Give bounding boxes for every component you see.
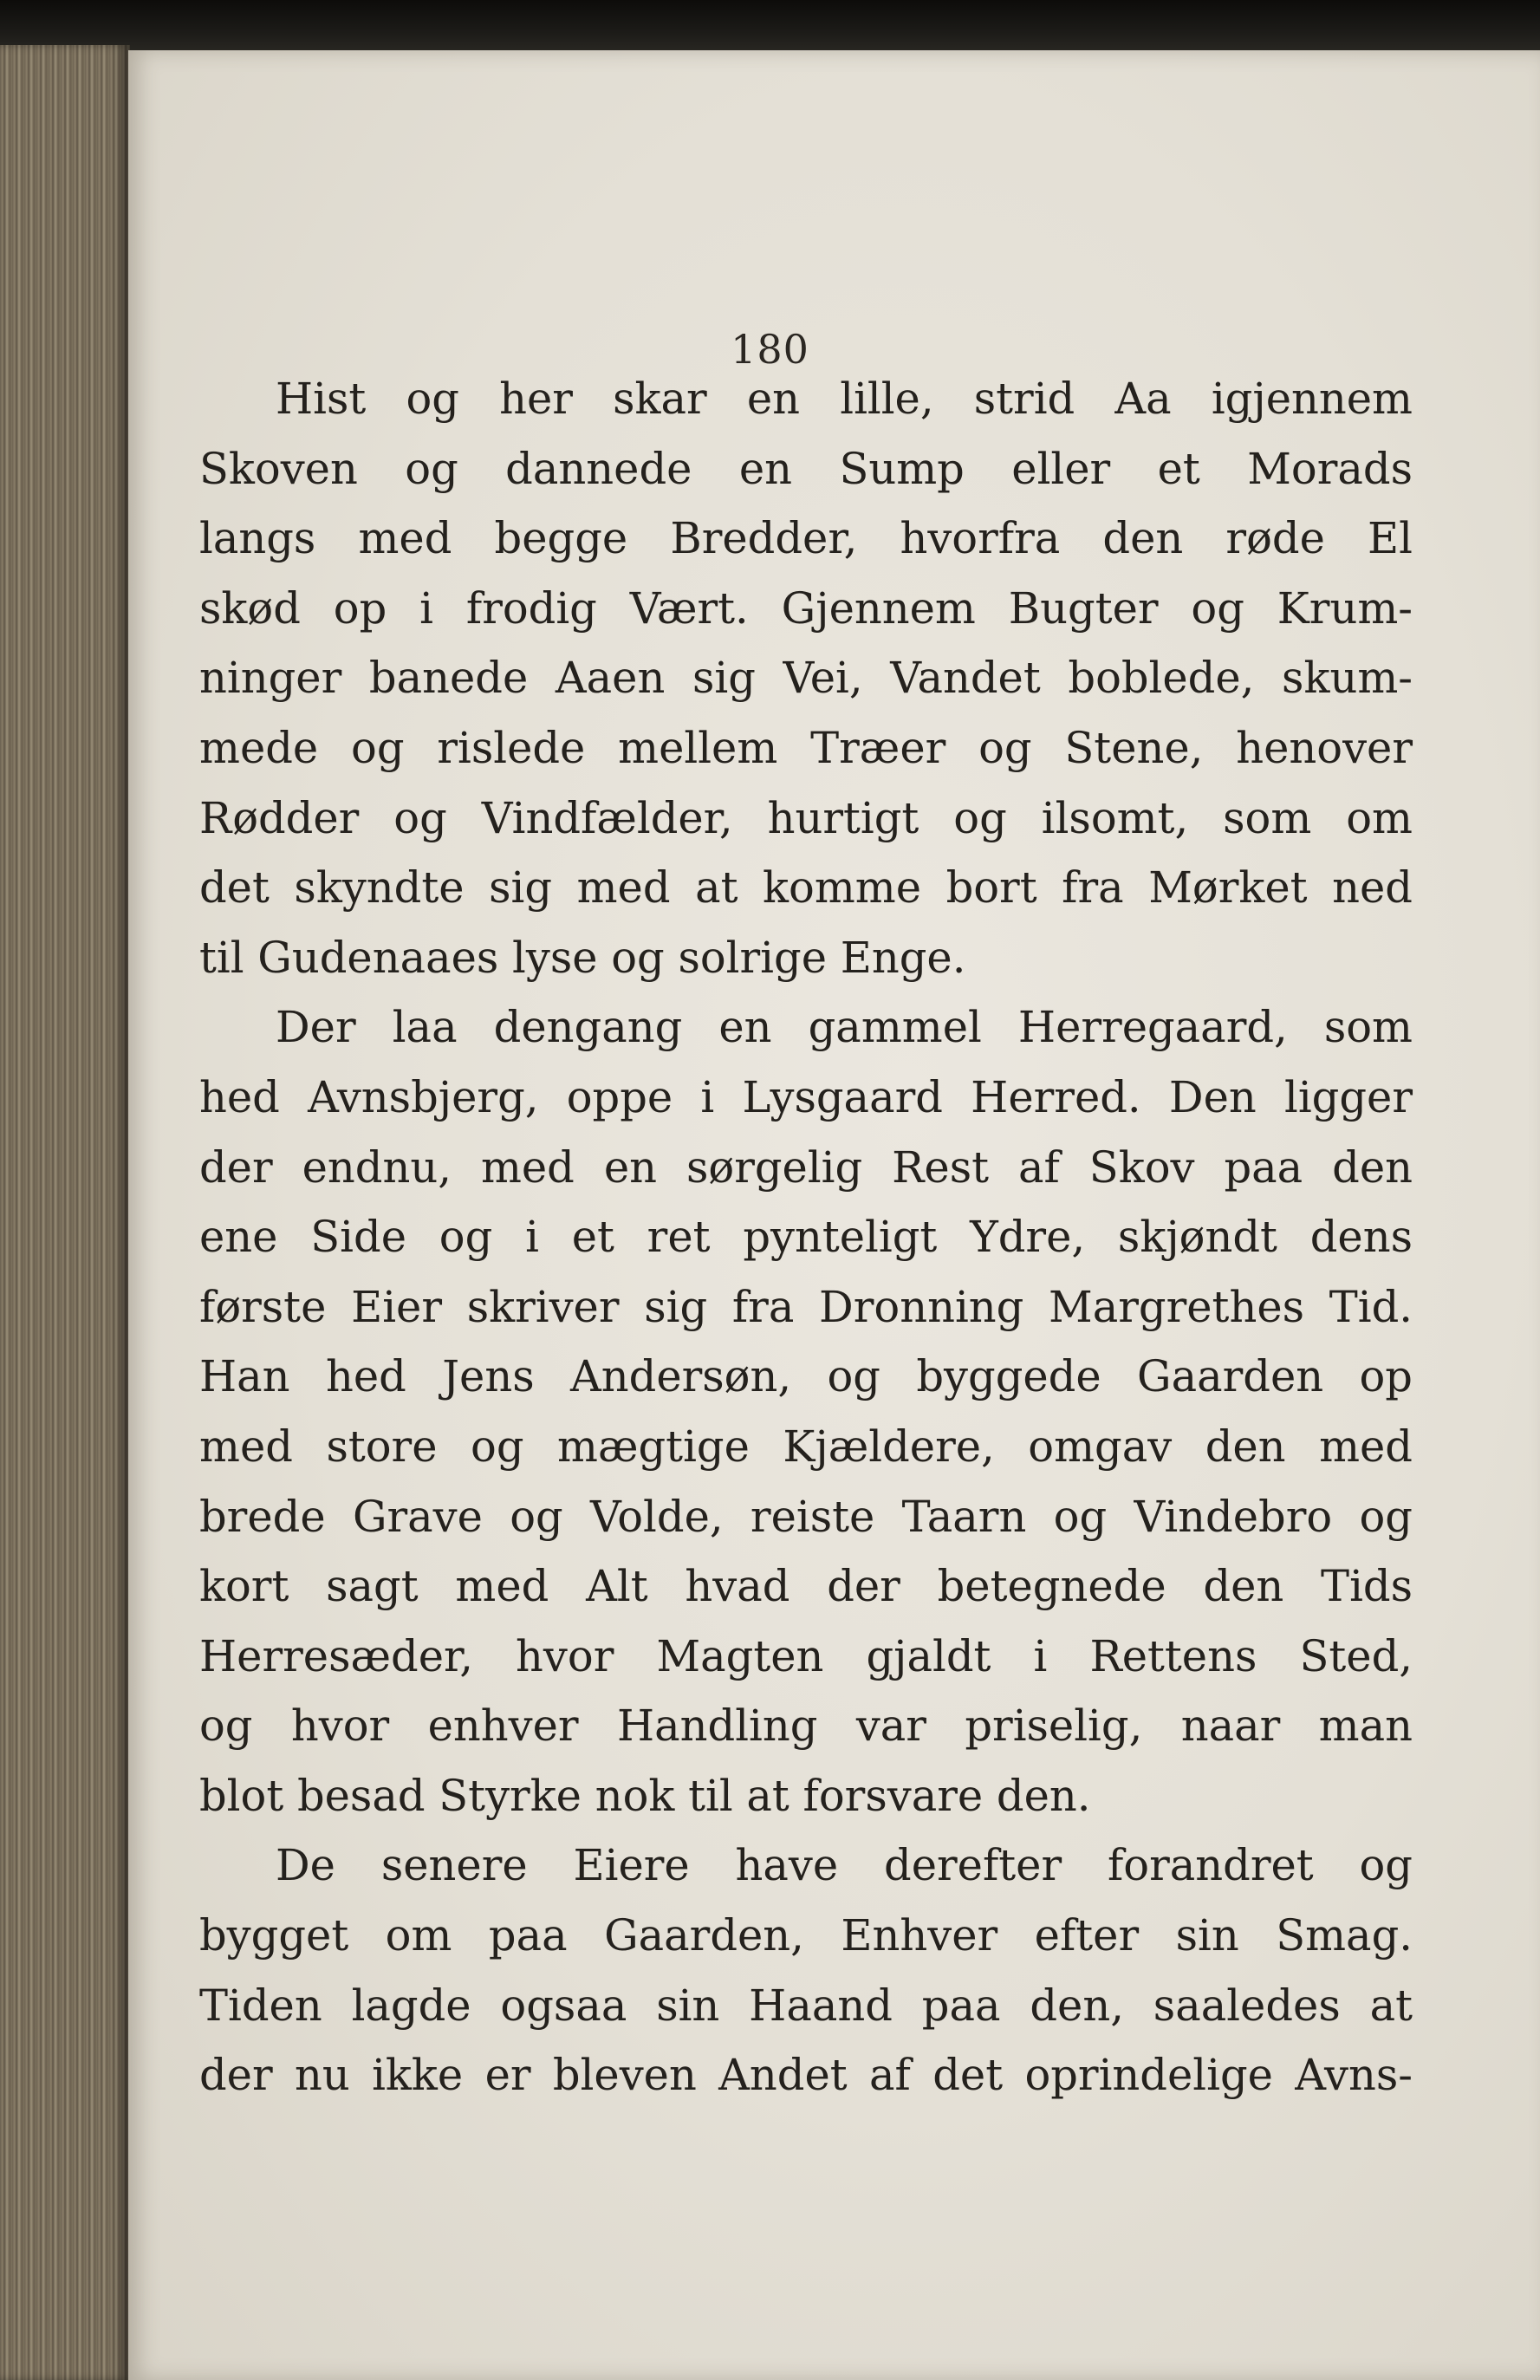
text-line: til Gudenaaes lyse og solrige Enge. xyxy=(199,932,966,983)
text-line: og hvor enhver Handling var priselig, naar man xyxy=(199,1700,1413,1752)
text-line: brede Grave og Volde, reiste Taarn og Vindebro og xyxy=(199,1491,1413,1542)
text-line: Han hed Jens Andersøn, og byggede Gaarden op xyxy=(199,1351,1413,1402)
text-line: der nu ikke er bleven Andet af det oprindelige Avns- xyxy=(199,2050,1413,2101)
scan-top-border xyxy=(0,0,1540,54)
text-line: Skoven og dannede en Sump eller et Morads xyxy=(199,443,1413,494)
text-line: første Eier skriver sig fra Dronning Margrethes Tid. xyxy=(199,1281,1413,1332)
text-line: Rødder og Vindfælder, hurtigt og ilsomt, som om xyxy=(199,792,1413,843)
paragraph xyxy=(199,364,1413,992)
text-line: Hist og her skar en lille, strid Aa igjennem xyxy=(276,374,1413,424)
text-line: hed Avnsbjerg, oppe i Lysgaard Herred. Den ligger xyxy=(199,1071,1413,1122)
text-line: Der laa dengang en gammel Herregaard, som xyxy=(276,1002,1413,1053)
text-line: langs med begge Bredder, hvorfra den røde El xyxy=(199,513,1413,564)
text-line: De senere Eiere have derefter forandret og xyxy=(276,1840,1413,1891)
text-line: Tiden lagde ogsaa sin Haand paa den, saaledes at xyxy=(199,1980,1413,2031)
paragraph xyxy=(199,992,1413,1831)
page-number: 180 xyxy=(731,326,809,373)
text-line: blot besad Styrke nok til at forsvare den. xyxy=(199,1770,1091,1821)
text-line: ene Side og i et ret pynteligt Ydre, skjøndt dens xyxy=(199,1212,1413,1263)
text-line: ninger banede Aaen sig Vei, Vandet boblede, skum- xyxy=(199,653,1413,704)
text-line: kort sagt med Alt hvad der betegnede den Tids xyxy=(199,1561,1413,1612)
text-line: med store og mægtige Kjældere, omgav den med xyxy=(199,1421,1413,1472)
text-line: Herresæder, hvor Magten gjaldt i Rettens Sted, xyxy=(199,1630,1413,1681)
body-text xyxy=(199,364,1413,2110)
paragraph xyxy=(199,1831,1413,2110)
text-line: der endnu, med en sørgelig Rest af Skov paa den xyxy=(199,1141,1413,1193)
text-line: mede og rislede mellem Træer og Stene, henover xyxy=(199,722,1413,773)
text-line: skød op i frodig Vært. Gjennem Bugter og Krum- xyxy=(199,582,1413,634)
page-edges xyxy=(0,45,130,2380)
text-line: bygget om paa Gaarden, Enhver efter sin Smag. xyxy=(199,1910,1413,1961)
text-line: det skyndte sig med at komme bort fra Mørket ned xyxy=(199,862,1413,914)
